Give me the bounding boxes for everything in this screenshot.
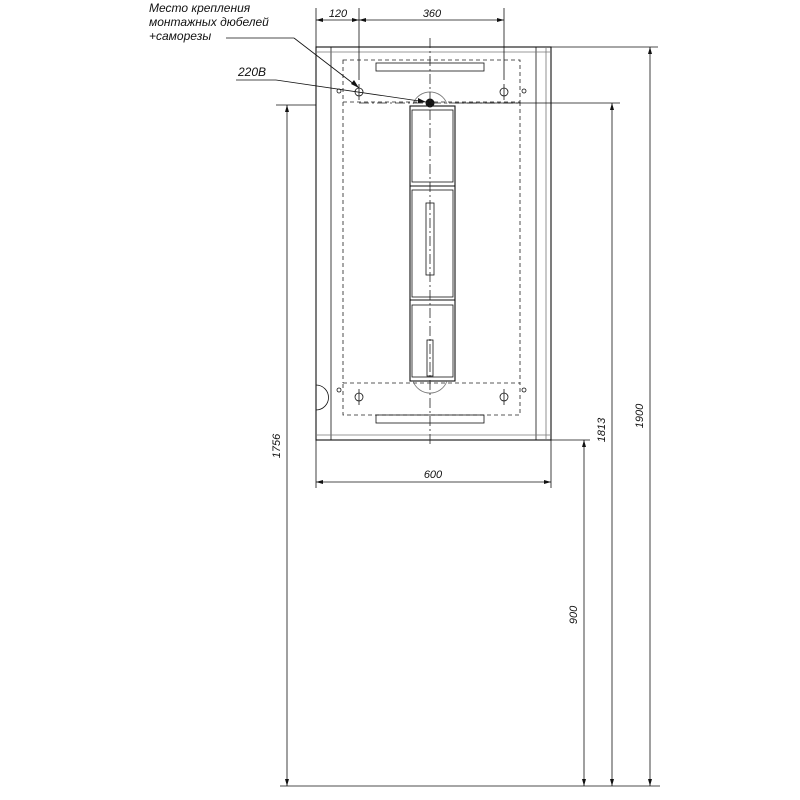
top-mount-rail: [343, 60, 520, 102]
dim-1813-label: 1813: [596, 417, 608, 443]
mount-note-line-2: монтажных дюбелей: [149, 15, 269, 29]
mount-hole-bottom-left: [355, 389, 363, 405]
mount-hole-bottom-right: [500, 389, 508, 405]
top-dimensions: [316, 8, 504, 80]
height-dimensions: [271, 47, 660, 786]
dim-600-label: 600: [423, 469, 443, 481]
bottom-mount-rail: [343, 383, 520, 415]
mounting-holes: [337, 84, 526, 405]
mount-note-line-3: +саморезы: [149, 29, 212, 43]
width-dimension: [316, 440, 551, 488]
dim-900-label: 900: [568, 605, 580, 625]
mount-hole-top-right: [500, 84, 508, 100]
power-label: 220В: [238, 65, 267, 79]
dim-1756-label: 1756: [271, 433, 283, 459]
dim-1900-label: 1900: [634, 403, 646, 429]
dim-120-label: 120: [328, 8, 348, 20]
dim-360-label: 360: [422, 8, 442, 20]
central-unit: [410, 92, 455, 393]
mount-note-line-1: Место крепления: [149, 1, 251, 15]
